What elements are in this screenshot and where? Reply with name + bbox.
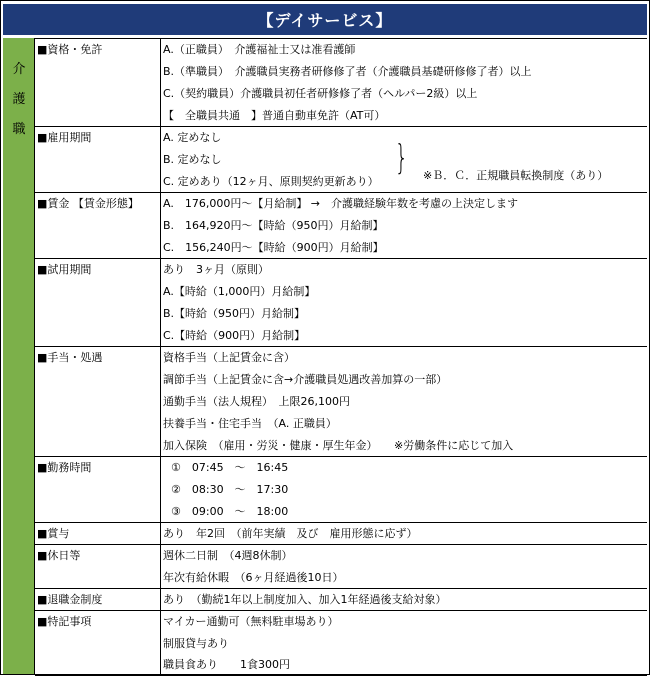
row-category: ■資格・免許 xyxy=(35,39,161,127)
row-line: マイカー通勤可（無料駐車場あり） xyxy=(163,615,339,628)
row-line: B. 164,920円～【時給（950円）月給制】 xyxy=(163,219,384,232)
row-line: 加入保険 （雇用・労災・健康・厚生年金） ※労働条件に応じて加入 xyxy=(163,439,514,452)
row-line: あり （勤続1年以上制度加入、加入1年経過後支給対象） xyxy=(163,593,447,606)
row-line: 調節手当（上記賃金に含→介護職員処遇改善加算の一部） xyxy=(163,373,448,386)
row-category: ■休日等 xyxy=(35,545,161,589)
table-row xyxy=(35,38,647,127)
table-row xyxy=(35,610,647,676)
row-line: B.【時給（950円）月給制】 xyxy=(163,307,306,320)
row-category: ■雇用期間 xyxy=(35,127,161,193)
sidebar-char: 護 xyxy=(12,92,26,107)
row-line: 職員食あり 1食300円 xyxy=(163,658,290,671)
table-row xyxy=(35,192,647,259)
table-row xyxy=(35,456,647,523)
row-line: 制服貸与あり xyxy=(163,637,229,650)
row-category: ■特記事項 xyxy=(35,611,161,675)
row-category: ■賃金 【賃金形態】 xyxy=(35,193,161,259)
table-row xyxy=(35,588,647,611)
row-line: ③ 09:00 ～ 18:00 xyxy=(171,505,289,518)
table-row xyxy=(35,126,647,193)
table-row xyxy=(35,258,647,347)
row-line: あり 年2回 （前年実績 及び 雇用形態に応ず） xyxy=(163,527,418,540)
row-line: C.（契約職員）介護職員初任者研修修了者（ヘルパー2級）以上 xyxy=(163,87,478,100)
sidebar-label xyxy=(3,38,35,674)
row-line: B.（準職員） 介護職員実務者研修修了者（介護職員基礎研修修了者）以上 xyxy=(163,65,532,78)
row-category: ■退職金制度 xyxy=(35,589,161,611)
row-line: 資格手当（上記賃金に含） xyxy=(163,351,295,364)
row-line: A. 176,000円～【月給制】 → 介護職経験年数を考慮の上決定します xyxy=(163,197,519,210)
table-row xyxy=(35,522,647,545)
row-line: あり 3ヶ月（原則） xyxy=(163,263,269,276)
row-line: 通勤手当（法人規程） 上限26,100円 xyxy=(163,395,350,408)
row-line: A. 定めなし xyxy=(163,131,222,144)
row-line: C.【時給（900円）月給制】 xyxy=(163,329,306,342)
row-line: B. 定めなし xyxy=(163,153,222,166)
row-category: ■勤務時間 xyxy=(35,457,161,523)
row-line: A.【時給（1,000円）月給制】 xyxy=(163,285,316,298)
row-line: C. 156,240円～【時給（900円）月給制】 xyxy=(163,241,384,254)
row-category: ■手当・処遇 xyxy=(35,347,161,457)
row-line: 【 全職員共通 】普通自動車免許（AT可） xyxy=(163,109,386,122)
conversion-note: ※Ｂ．Ｃ．正規職員転換制度（あり） xyxy=(423,169,609,182)
row-line: A.（正職員） 介護福祉士又は准看護師 xyxy=(163,43,356,56)
row-category: ■試用期間 xyxy=(35,259,161,347)
row-line: C. 定めあり（12ヶ月、原則契約更新あり） xyxy=(163,175,379,188)
sidebar-char: 介 xyxy=(12,62,26,77)
row-line: ① 07:45 ～ 16:45 xyxy=(171,461,289,474)
row-line: ② 08:30 ～ 17:30 xyxy=(171,483,289,496)
table-row xyxy=(35,346,647,457)
sidebar-char: 職 xyxy=(12,122,26,137)
brace-icon: } xyxy=(395,138,408,178)
row-line: 週休二日制 （4週8休制） xyxy=(163,549,293,562)
table-row xyxy=(35,544,647,589)
row-line: 年次有給休暇 （6ヶ月経過後10日） xyxy=(163,571,344,584)
row-line: 扶養手当・住宅手当 （A. 正職員） xyxy=(163,417,337,430)
row-category: ■賞与 xyxy=(35,523,161,545)
page-title: 【デイサービス】 xyxy=(3,4,647,35)
